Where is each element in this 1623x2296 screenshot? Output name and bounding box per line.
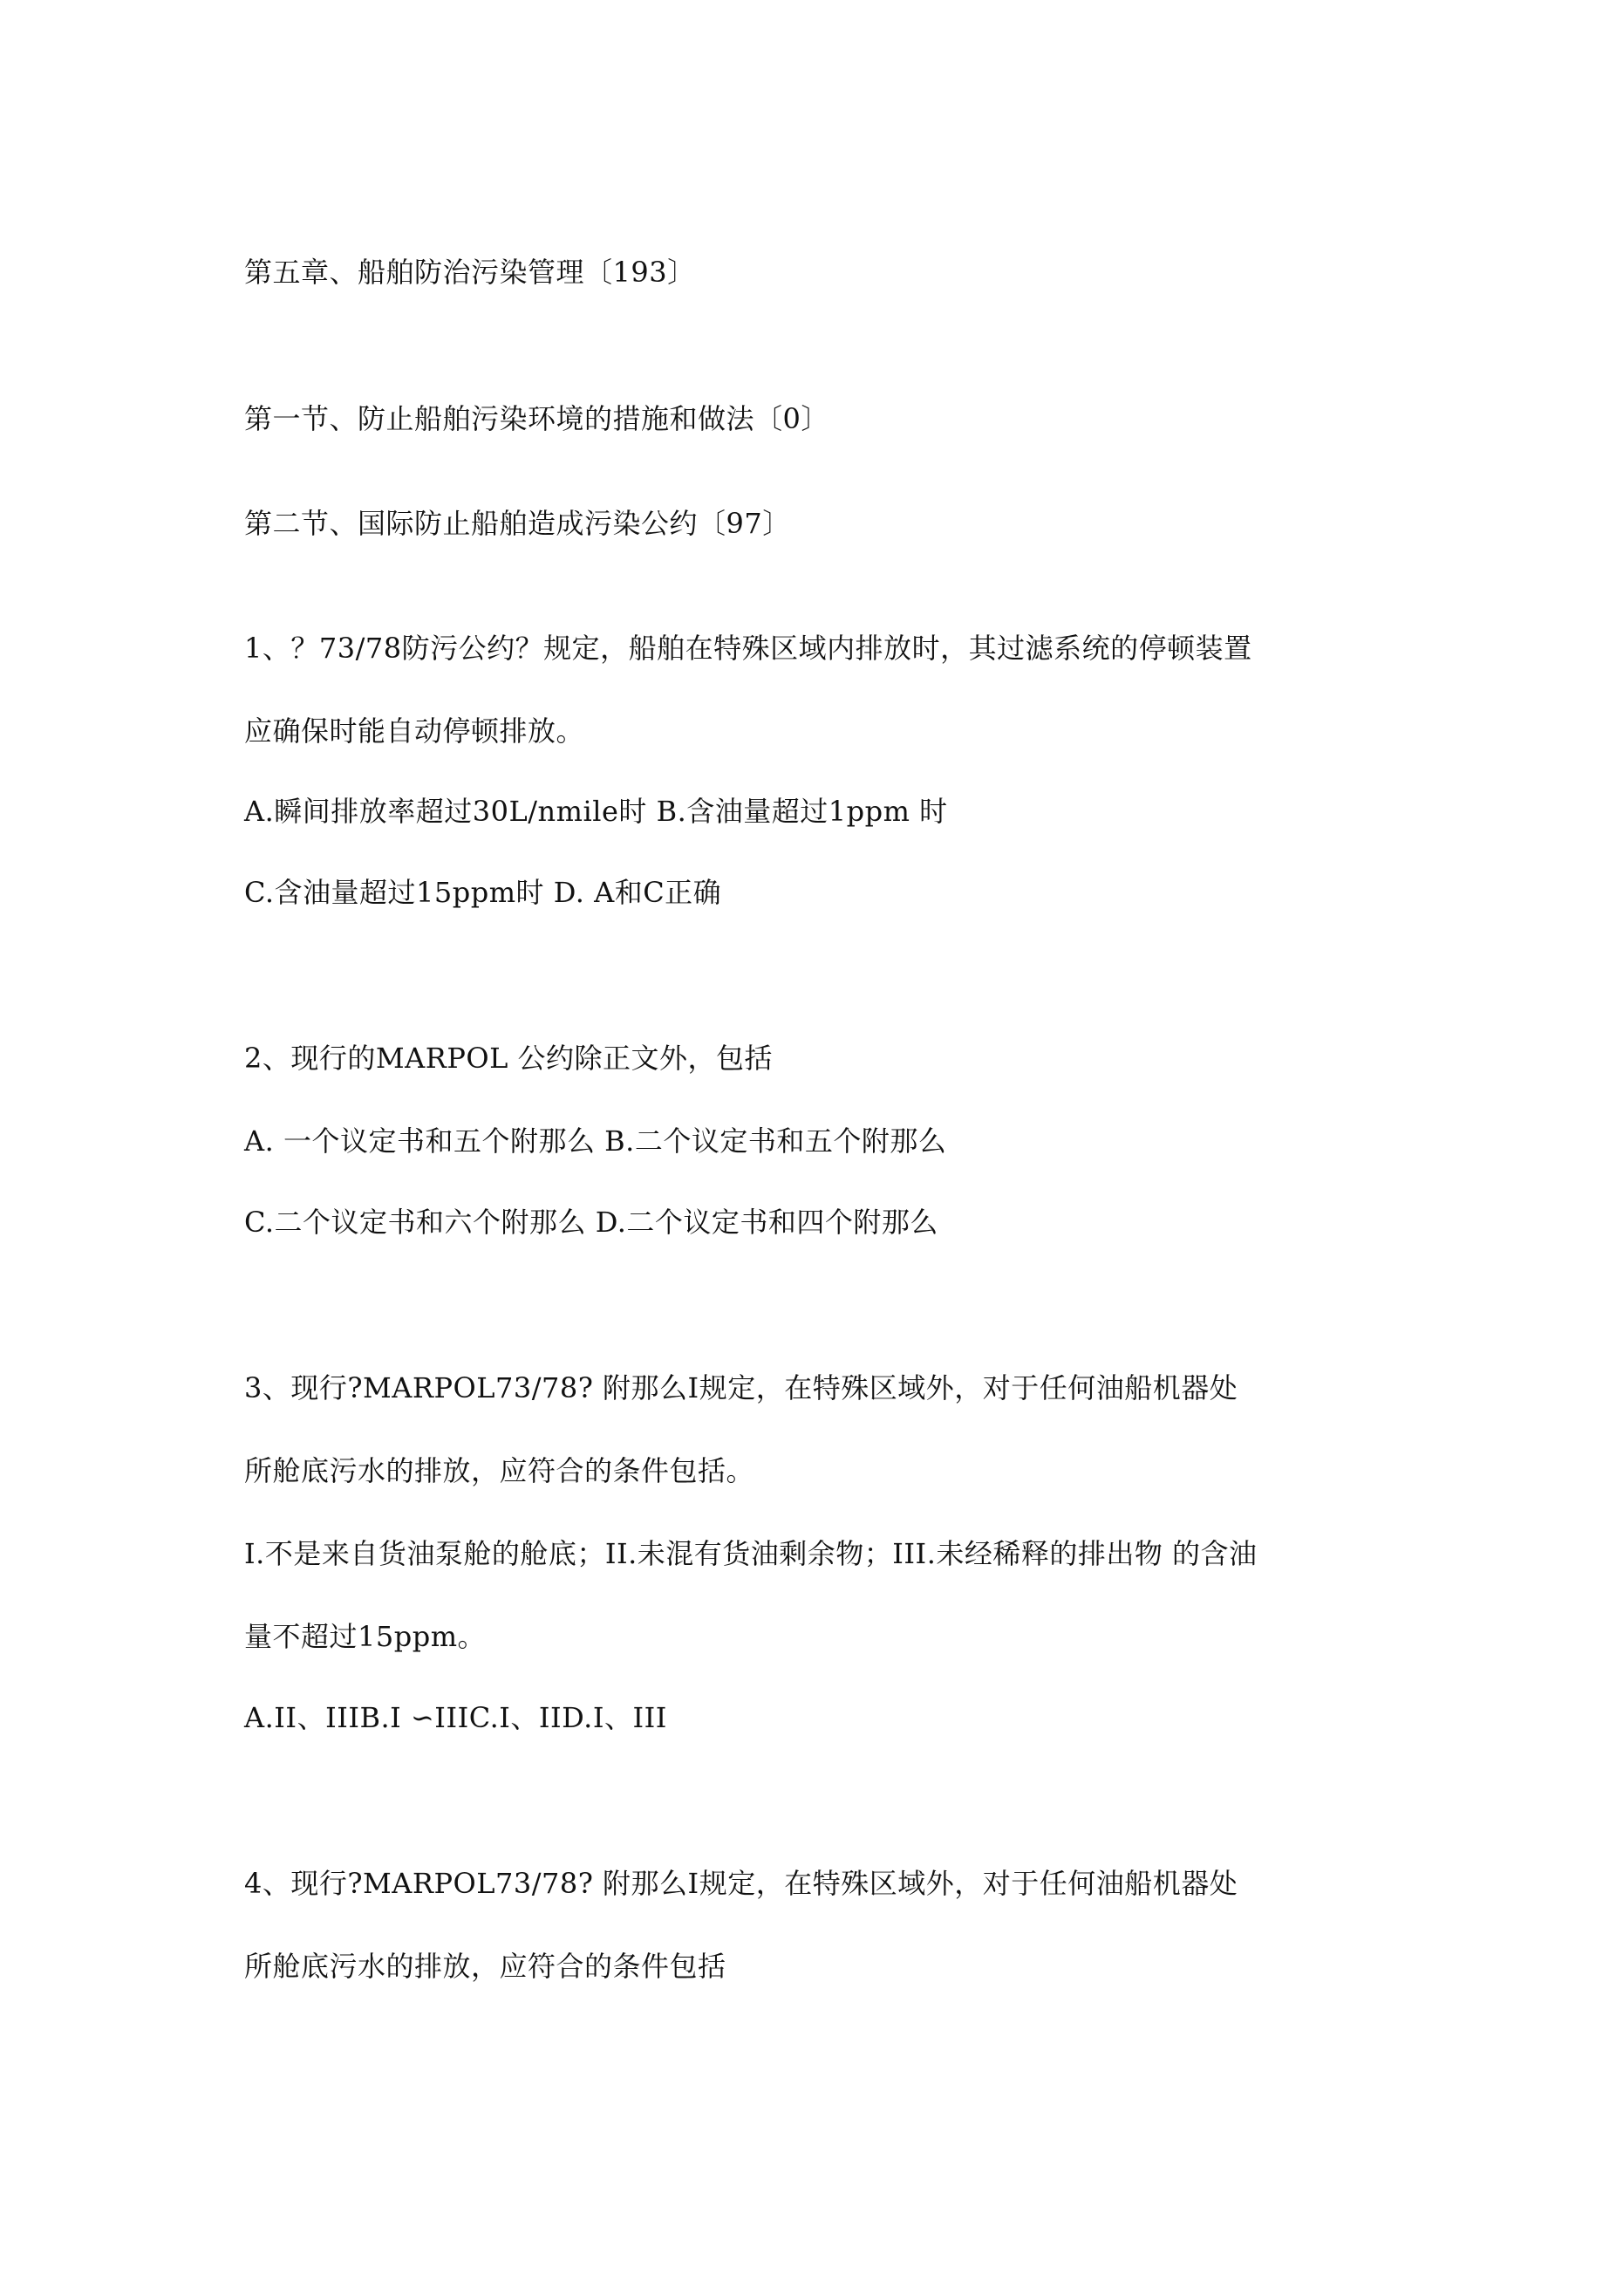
question-3-stem-line-3: I.不是来自货油泵舱的舱底；II.未混有货油剩余物；III.未经稀释的排出物 的含油 xyxy=(244,1537,1258,1570)
question-4-stem-line-2: 所舱底污水的排放，应符合的条件包括 xyxy=(244,1950,726,1983)
question-1-options-line-1: A.瞬间排放率超过30L/nmile时 B.含油量超过1ppm 时 xyxy=(244,795,948,828)
question-3-stem-line-1: 3、现行?MARPOL73/78? 附那么Ⅰ规定，在特殊区域外，对于任何油船机器处 xyxy=(244,1371,1238,1404)
question-2-stem-line-1: 2、现行的MARPOL 公约除正文外，包括 xyxy=(244,1042,774,1075)
question-1-stem-line-2: 应确保时能自动停顿排放。 xyxy=(244,714,585,748)
question-2-options-line-1: A. 一个议定书和五个附那么 B.二个议定书和五个附那么 xyxy=(244,1124,947,1158)
question-1-options-line-2: C.含油量超过15ppm时 D. A和C正确 xyxy=(244,876,722,909)
question-1-stem-line-1: 1、？73/78防污公约？规定，船舶在特殊区域内排放时，其过滤系统的停顿装置 xyxy=(244,632,1252,665)
question-3-options-line-1: A.II、IIIB.I ∽IIIC.I、IID.I、III xyxy=(244,1701,667,1734)
question-2-options-line-2: C.二个议定书和六个附那么 D.二个议定书和四个附那么 xyxy=(244,1206,938,1239)
section-heading-2: 第二节、国际防止船舶造成污染公约〔97〕 xyxy=(244,507,791,540)
question-3-stem-line-4: 量不超过15ppm。 xyxy=(244,1620,487,1653)
question-4-stem-line-1: 4、现行?MARPOL73/78? 附那么Ⅰ规定，在特殊区域外，对于任何油船机器处 xyxy=(244,1867,1238,1900)
question-3-stem-line-2: 所舱底污水的排放，应符合的条件包括。 xyxy=(244,1454,755,1487)
section-heading-1: 第一节、防止船舶污染环境的措施和做法〔0〕 xyxy=(244,402,829,435)
chapter-heading: 第五章、船舶防治污染管理〔193〕 xyxy=(244,256,696,289)
